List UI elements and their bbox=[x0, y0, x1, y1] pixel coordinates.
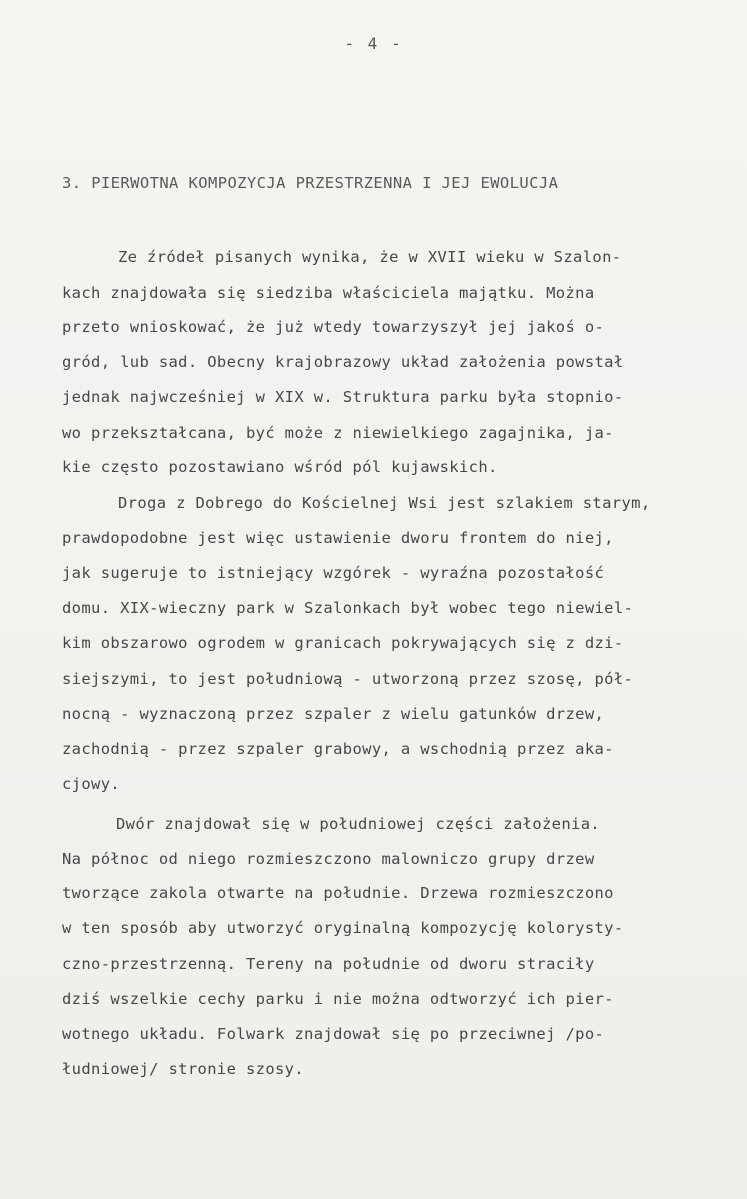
text-line: tworzące zakola otwarte na południe. Drzewa rozmieszczono bbox=[62, 884, 614, 902]
text-line: w ten sposób aby utworzyć oryginalną kompozycję kolorysty- bbox=[62, 919, 624, 937]
text-line: prawdopodobne jest więc ustawienie dworu frontem do niej, bbox=[62, 529, 614, 547]
text-line: nocną - wyznaczoną przez szpaler z wielu gatunków drzew, bbox=[62, 705, 605, 723]
text-line: Droga z Dobrego do Kościelnej Wsi jest szlakiem starym, bbox=[118, 494, 651, 512]
text-line: przeto wnioskować, że już wtedy towarzyszył jej jakoś o- bbox=[62, 318, 605, 336]
text-line: jak sugeruje to istniejący wzgórek - wyraźna pozostałość bbox=[62, 564, 605, 582]
text-line: zachodnią - przez szpaler grabowy, a wschodnią przez aka- bbox=[62, 740, 614, 758]
page-number: - 4 - bbox=[344, 34, 403, 53]
text-line: wo przekształcana, być może z niewielkiego zagajnika, ja- bbox=[62, 424, 614, 442]
text-line: wotnego układu. Folwark znajdował się po przeciwnej /po- bbox=[62, 1025, 605, 1043]
text-line: kim obszarowo ogrodem w granicach pokrywających się z dzi- bbox=[62, 634, 624, 652]
text-line: Dwór znajdował się w południowej części założenia. bbox=[116, 815, 601, 833]
text-line: kach znajdowała się siedziba właściciela majątku. Można bbox=[62, 284, 595, 302]
text-line: czno-przestrzenną. Tereny na południe od dworu straciły bbox=[62, 955, 595, 973]
text-line: Na północ od niego rozmieszczono malowniczo grupy drzew bbox=[62, 850, 595, 868]
text-line: kie często pozostawiano wśród pól kujawskich. bbox=[62, 458, 498, 476]
text-line: cjowy. bbox=[62, 775, 121, 793]
text-line: gród, lub sad. Obecny krajobrazowy układ założenia powstał bbox=[62, 353, 624, 371]
text-line: łudniowej/ stronie szosy. bbox=[62, 1060, 305, 1078]
text-line: domu. XIX-wieczny park w Szalonkach był wobec tego niewiel- bbox=[62, 599, 634, 617]
text-line: siejszymi, to jest południową - utworzoną przez szosę, pół- bbox=[62, 670, 634, 688]
text-line: dziś wszelkie cechy parku i nie można odtworzyć ich pier- bbox=[62, 990, 614, 1008]
text-line: Ze źródeł pisanych wynika, że w XVII wieku w Szalon- bbox=[118, 248, 622, 266]
text-line: jednak najwcześniej w XIX w. Struktura parku była stopnio- bbox=[62, 388, 624, 406]
section-heading: 3. PIERWOTNA KOMPOZYCJA PRZESTRZENNA I JEJ EWOLUCJA bbox=[62, 174, 559, 192]
